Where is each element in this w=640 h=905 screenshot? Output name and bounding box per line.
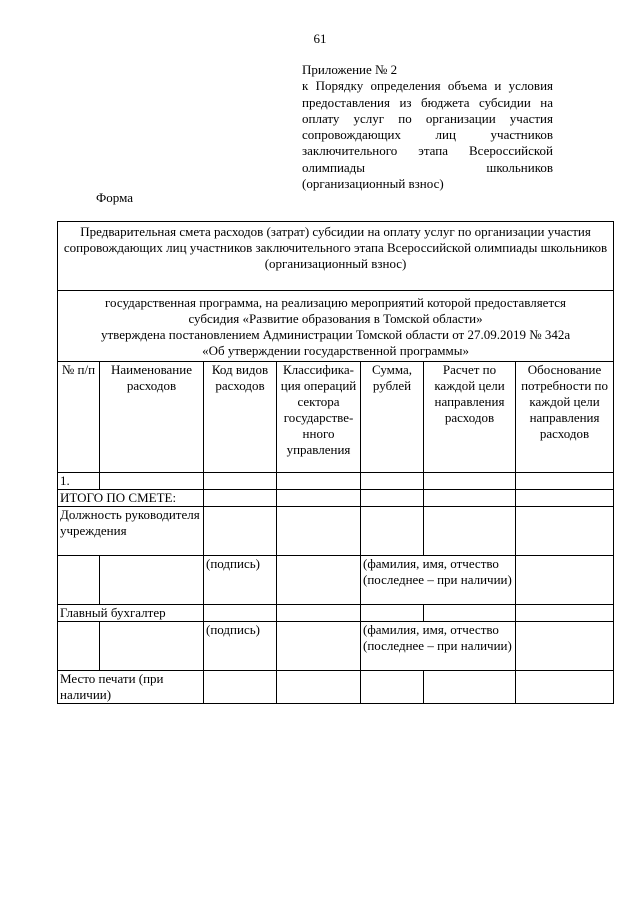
- appendix-line: заключительного этапа Всероссийской: [302, 143, 553, 159]
- header-cell-classification: Классификация операций сектора государственного управления: [277, 362, 361, 473]
- head-position-label: Должность руководителя учреждения: [58, 507, 204, 556]
- header-cell-number: № п/п: [58, 362, 100, 473]
- appendix-line: к Порядку определения объема и условия: [302, 78, 553, 94]
- appendix-title: Приложение № 2: [302, 62, 398, 77]
- full-name-label: (фамилия, имя, отчество (последнее – при наличии): [361, 622, 516, 671]
- estimate-table: [57, 221, 614, 704]
- appendix-line: олимпиады школьников: [302, 159, 553, 175]
- full-name-label: (фамилия, имя, отчество (последнее – при наличии): [361, 556, 516, 605]
- header-cell-sum: Сумма, рублей: [361, 362, 424, 473]
- program-line: государственная программа, на реализацию мероприятий которой предоставляется: [105, 295, 567, 310]
- header-row: [58, 362, 614, 473]
- appendix-line: оплату услуг по организации участия: [302, 110, 553, 126]
- seal-place-label: Место печати (при наличии): [58, 671, 204, 704]
- program-line: субсидия «Развитие образования в Томской области»: [188, 311, 483, 326]
- appendix-header: [302, 62, 553, 192]
- program-line: «Об утверждении государственной программы»: [202, 343, 469, 358]
- table-row: [58, 507, 614, 556]
- header-cell-code: Код видов расходов: [204, 362, 277, 473]
- table-row: [58, 556, 614, 605]
- form-label: Форма: [96, 190, 133, 205]
- program-info: [58, 291, 614, 362]
- header-cell-justification: Обоснование потребности по каждой цели направления расходов: [516, 362, 614, 473]
- row-number-cell: 1.: [58, 473, 100, 490]
- header-cell-calculation: Расчет по каждой цели направления расходов: [424, 362, 516, 473]
- estimate-title: Предварительная смета расходов (затрат) субсидии на оплату услуг по организации участия сопровождающих лиц участников заключительного этапа Всероссийской олимпиады школьников (организационный взнос): [58, 222, 614, 291]
- appendix-line: предоставления из бюджета субсидии на: [302, 94, 553, 110]
- chief-accountant-label: Главный бухгалтер: [58, 605, 204, 622]
- appendix-line: (организационный взнос): [302, 176, 444, 192]
- table-row: [58, 490, 614, 507]
- appendix-line: сопровождающих лиц участников: [302, 127, 553, 143]
- signature-label: (подпись): [204, 622, 277, 671]
- program-line: утверждена постановлением Администрации Томской области от 27.09.2019 № 342а: [100, 327, 571, 342]
- page-number: 61: [313, 31, 327, 46]
- table-row: [58, 622, 614, 671]
- table-row: [58, 671, 614, 704]
- signature-label: (подпись): [204, 556, 277, 605]
- header-cell-name: Наименование расходов: [100, 362, 204, 473]
- total-label: ИТОГО ПО СМЕТЕ:: [58, 490, 204, 507]
- table-row: [58, 473, 614, 490]
- table-row: [58, 605, 614, 622]
